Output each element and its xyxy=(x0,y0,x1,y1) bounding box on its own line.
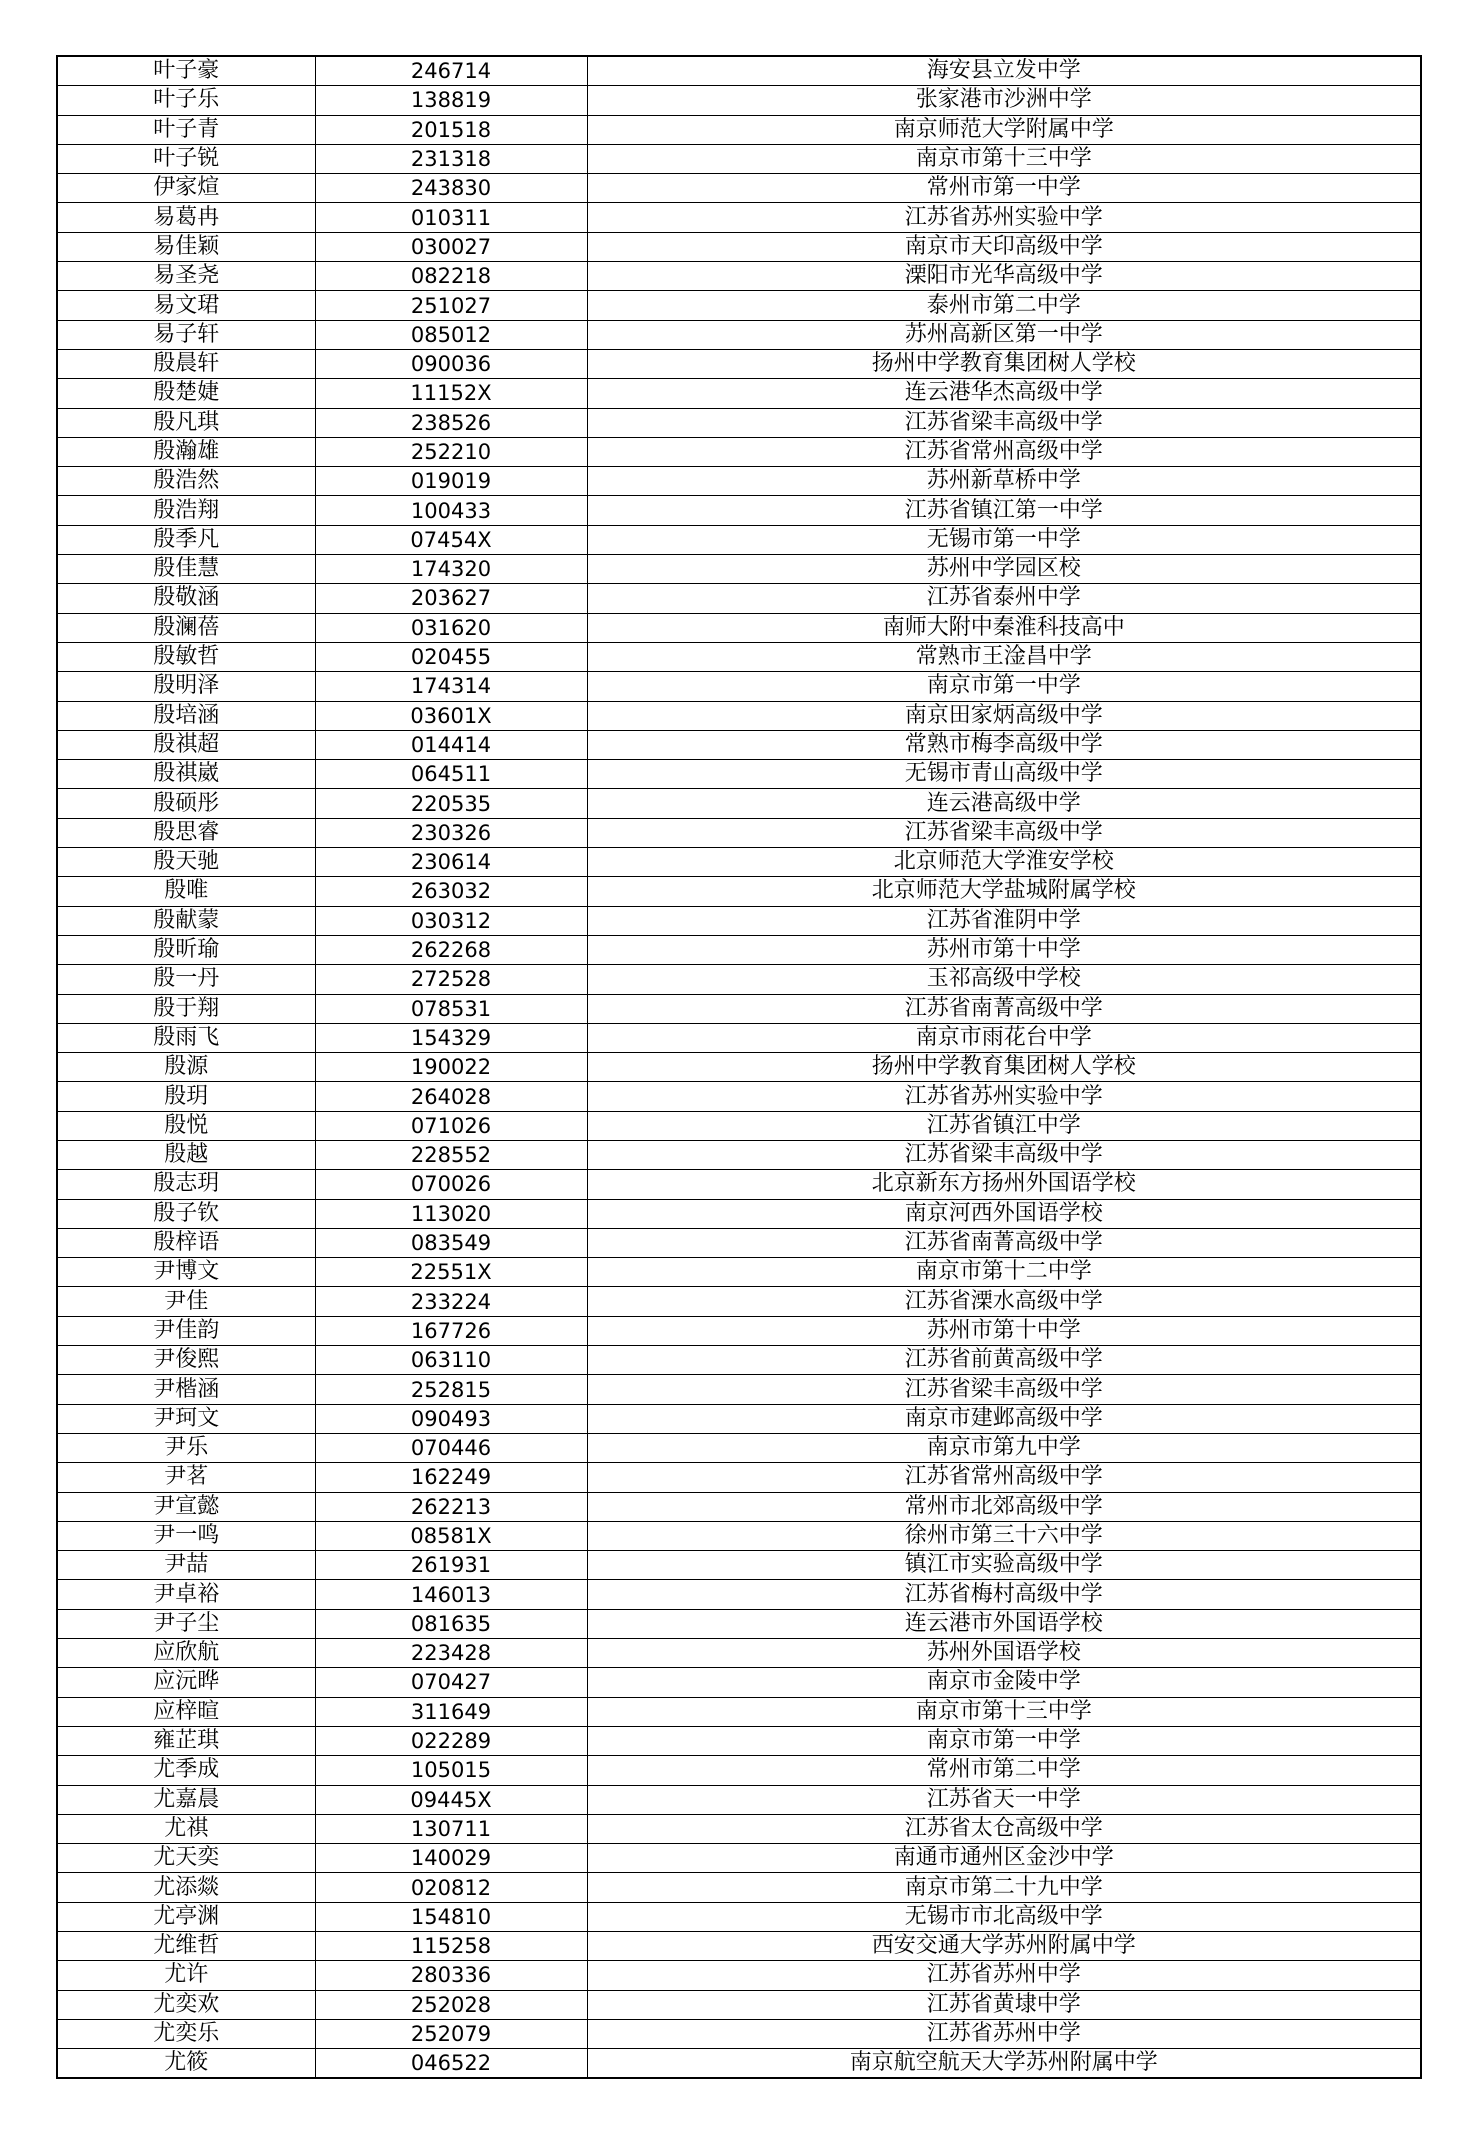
student-id-cell: 272528 xyxy=(315,965,587,994)
table-row xyxy=(57,1111,1421,1140)
student-id-cell: 238526 xyxy=(315,408,587,437)
school-name-cell: 张家港市沙洲中学 xyxy=(587,86,1421,115)
student-name-cell: 尹乐 xyxy=(57,1433,315,1462)
school-name-cell: 南京市第十二中学 xyxy=(587,1258,1421,1287)
table-row xyxy=(57,1492,1421,1521)
student-name-cell: 叶子青 xyxy=(57,115,315,144)
school-name-cell: 镇江市实验高级中学 xyxy=(587,1551,1421,1580)
student-id-cell: 230326 xyxy=(315,818,587,847)
table-row xyxy=(57,1639,1421,1668)
student-id-cell: 233224 xyxy=(315,1287,587,1316)
student-id-cell: 252028 xyxy=(315,1990,587,2019)
student-name-cell: 尤维哲 xyxy=(57,1932,315,1961)
school-name-cell: 南京田家炳高级中学 xyxy=(587,701,1421,730)
student-id-cell: 07454X xyxy=(315,525,587,554)
table-row xyxy=(57,1609,1421,1638)
school-name-cell: 江苏省常州高级中学 xyxy=(587,437,1421,466)
school-name-cell: 北京师范大学盐城附属学校 xyxy=(587,877,1421,906)
table-row xyxy=(57,1404,1421,1433)
school-name-cell: 江苏省苏州中学 xyxy=(587,1961,1421,1990)
student-name-cell: 尤天奕 xyxy=(57,1844,315,1873)
student-name-cell: 殷敏哲 xyxy=(57,642,315,671)
table-row xyxy=(57,1844,1421,1873)
student-name-cell: 殷昕瑜 xyxy=(57,935,315,964)
table-row xyxy=(57,379,1421,408)
school-name-cell: 玉祁高级中学校 xyxy=(587,965,1421,994)
student-name-cell: 殷祺超 xyxy=(57,730,315,759)
school-name-cell: 常熟市梅李高级中学 xyxy=(587,730,1421,759)
school-name-cell: 南京市建邺高级中学 xyxy=(587,1404,1421,1433)
student-id-cell: 105015 xyxy=(315,1756,587,1785)
student-id-cell: 246714 xyxy=(315,56,587,86)
table-row xyxy=(57,1551,1421,1580)
school-name-cell: 江苏省天一中学 xyxy=(587,1785,1421,1814)
student-id-cell: 280336 xyxy=(315,1961,587,1990)
school-name-cell: 海安县立发中学 xyxy=(587,56,1421,86)
student-name-cell: 殷澜蓓 xyxy=(57,613,315,642)
student-name-cell: 殷悦 xyxy=(57,1111,315,1140)
roster-table xyxy=(56,55,1422,2079)
school-name-cell: 江苏省梁丰高级中学 xyxy=(587,408,1421,437)
school-name-cell: 北京师范大学淮安学校 xyxy=(587,848,1421,877)
student-id-cell: 243830 xyxy=(315,174,587,203)
school-name-cell: 泰州市第二中学 xyxy=(587,291,1421,320)
student-name-cell: 易子轩 xyxy=(57,320,315,349)
school-name-cell: 南京市第九中学 xyxy=(587,1433,1421,1462)
student-id-cell: 228552 xyxy=(315,1140,587,1169)
table-row xyxy=(57,1082,1421,1111)
school-name-cell: 无锡市市北高级中学 xyxy=(587,1902,1421,1931)
school-name-cell: 扬州中学教育集团树人学校 xyxy=(587,349,1421,378)
table-row xyxy=(57,2019,1421,2048)
student-id-cell: 010311 xyxy=(315,203,587,232)
student-name-cell: 应沅晔 xyxy=(57,1668,315,1697)
table-row xyxy=(57,320,1421,349)
table-row xyxy=(57,1932,1421,1961)
student-name-cell: 尤奕乐 xyxy=(57,2019,315,2048)
student-id-cell: 203627 xyxy=(315,584,587,613)
student-id-cell: 090036 xyxy=(315,349,587,378)
student-id-cell: 09445X xyxy=(315,1785,587,1814)
student-id-cell: 090493 xyxy=(315,1404,587,1433)
school-name-cell: 无锡市青山高级中学 xyxy=(587,760,1421,789)
student-id-cell: 174314 xyxy=(315,672,587,701)
table-row xyxy=(57,1521,1421,1550)
school-name-cell: 西安交通大学苏州附属中学 xyxy=(587,1932,1421,1961)
student-name-cell: 殷凡琪 xyxy=(57,408,315,437)
table-row xyxy=(57,1668,1421,1697)
school-name-cell: 南京市雨花台中学 xyxy=(587,1023,1421,1052)
school-name-cell: 江苏省南菁高级中学 xyxy=(587,994,1421,1023)
table-row xyxy=(57,2049,1421,2079)
table-row xyxy=(57,437,1421,466)
table-row xyxy=(57,1961,1421,1990)
school-name-cell: 南京河西外国语学校 xyxy=(587,1199,1421,1228)
student-name-cell: 尹宣懿 xyxy=(57,1492,315,1521)
student-id-cell: 115258 xyxy=(315,1932,587,1961)
student-id-cell: 085012 xyxy=(315,320,587,349)
student-name-cell: 尹一鸣 xyxy=(57,1521,315,1550)
table-row xyxy=(57,115,1421,144)
table-row xyxy=(57,1697,1421,1726)
table-row xyxy=(57,1053,1421,1082)
student-id-cell: 082218 xyxy=(315,262,587,291)
school-name-cell: 苏州中学园区校 xyxy=(587,555,1421,584)
student-name-cell: 殷梓语 xyxy=(57,1228,315,1257)
school-name-cell: 江苏省南菁高级中学 xyxy=(587,1228,1421,1257)
student-name-cell: 尹楷涵 xyxy=(57,1375,315,1404)
student-id-cell: 03601X xyxy=(315,701,587,730)
table-row xyxy=(57,730,1421,759)
table-row xyxy=(57,408,1421,437)
student-id-cell: 190022 xyxy=(315,1053,587,1082)
student-name-cell: 殷浩然 xyxy=(57,467,315,496)
student-name-cell: 尹佳 xyxy=(57,1287,315,1316)
table-row xyxy=(57,994,1421,1023)
student-name-cell: 殷楚婕 xyxy=(57,379,315,408)
student-name-cell: 殷明泽 xyxy=(57,672,315,701)
table-row xyxy=(57,1756,1421,1785)
school-name-cell: 江苏省太仓高级中学 xyxy=(587,1814,1421,1843)
student-name-cell: 殷志玥 xyxy=(57,1170,315,1199)
table-row xyxy=(57,1726,1421,1755)
school-name-cell: 南通市通州区金沙中学 xyxy=(587,1844,1421,1873)
student-name-cell: 殷玥 xyxy=(57,1082,315,1111)
table-row xyxy=(57,1433,1421,1462)
school-name-cell: 苏州外国语学校 xyxy=(587,1639,1421,1668)
student-name-cell: 尤筱 xyxy=(57,2049,315,2079)
student-id-cell: 030027 xyxy=(315,232,587,261)
student-name-cell: 易佳颖 xyxy=(57,232,315,261)
school-name-cell: 连云港高级中学 xyxy=(587,789,1421,818)
student-name-cell: 殷培涵 xyxy=(57,701,315,730)
student-id-cell: 230614 xyxy=(315,848,587,877)
student-name-cell: 尹珂文 xyxy=(57,1404,315,1433)
table-row xyxy=(57,1990,1421,2019)
student-name-cell: 殷晨轩 xyxy=(57,349,315,378)
student-name-cell: 殷瀚雄 xyxy=(57,437,315,466)
student-id-cell: 11152X xyxy=(315,379,587,408)
table-row xyxy=(57,467,1421,496)
school-name-cell: 江苏省泰州中学 xyxy=(587,584,1421,613)
school-name-cell: 南京师范大学附属中学 xyxy=(587,115,1421,144)
school-name-cell: 江苏省前黄高级中学 xyxy=(587,1346,1421,1375)
student-id-cell: 223428 xyxy=(315,1639,587,1668)
student-name-cell: 殷一丹 xyxy=(57,965,315,994)
school-name-cell: 无锡市第一中学 xyxy=(587,525,1421,554)
student-id-cell: 070427 xyxy=(315,1668,587,1697)
student-id-cell: 08581X xyxy=(315,1521,587,1550)
school-name-cell: 江苏省镇江第一中学 xyxy=(587,496,1421,525)
table-row xyxy=(57,672,1421,701)
roster-sheet xyxy=(56,55,1420,2079)
student-name-cell: 殷佳慧 xyxy=(57,555,315,584)
table-row xyxy=(57,349,1421,378)
table-row xyxy=(57,1140,1421,1169)
student-id-cell: 231318 xyxy=(315,144,587,173)
table-row xyxy=(57,1346,1421,1375)
school-name-cell: 苏州新草桥中学 xyxy=(587,467,1421,496)
student-name-cell: 殷越 xyxy=(57,1140,315,1169)
student-id-cell: 154810 xyxy=(315,1902,587,1931)
student-id-cell: 020812 xyxy=(315,1873,587,1902)
student-name-cell: 叶子锐 xyxy=(57,144,315,173)
student-id-cell: 046522 xyxy=(315,2049,587,2079)
student-name-cell: 应欣航 xyxy=(57,1639,315,1668)
table-row xyxy=(57,1258,1421,1287)
student-id-cell: 154329 xyxy=(315,1023,587,1052)
student-id-cell: 262268 xyxy=(315,935,587,964)
table-row xyxy=(57,1375,1421,1404)
student-id-cell: 070446 xyxy=(315,1433,587,1462)
student-name-cell: 尹喆 xyxy=(57,1551,315,1580)
table-row xyxy=(57,1287,1421,1316)
student-id-cell: 252815 xyxy=(315,1375,587,1404)
school-name-cell: 北京新东方扬州外国语学校 xyxy=(587,1170,1421,1199)
student-name-cell: 尤奕欢 xyxy=(57,1990,315,2019)
student-id-cell: 264028 xyxy=(315,1082,587,1111)
table-row xyxy=(57,1170,1421,1199)
student-id-cell: 020455 xyxy=(315,642,587,671)
student-name-cell: 殷于翔 xyxy=(57,994,315,1023)
student-name-cell: 尤许 xyxy=(57,1961,315,1990)
student-name-cell: 殷祺崴 xyxy=(57,760,315,789)
school-name-cell: 江苏省梁丰高级中学 xyxy=(587,1140,1421,1169)
school-name-cell: 南京市第一中学 xyxy=(587,1726,1421,1755)
student-id-cell: 167726 xyxy=(315,1316,587,1345)
school-name-cell: 南京市金陵中学 xyxy=(587,1668,1421,1697)
school-name-cell: 常州市第二中学 xyxy=(587,1756,1421,1785)
table-row xyxy=(57,56,1421,86)
student-name-cell: 尹佳韵 xyxy=(57,1316,315,1345)
school-name-cell: 南京市第一中学 xyxy=(587,672,1421,701)
school-name-cell: 江苏省梁丰高级中学 xyxy=(587,1375,1421,1404)
student-id-cell: 022289 xyxy=(315,1726,587,1755)
student-id-cell: 064511 xyxy=(315,760,587,789)
student-id-cell: 162249 xyxy=(315,1463,587,1492)
student-id-cell: 140029 xyxy=(315,1844,587,1873)
table-row xyxy=(57,525,1421,554)
student-id-cell: 261931 xyxy=(315,1551,587,1580)
school-name-cell: 江苏省苏州实验中学 xyxy=(587,1082,1421,1111)
student-id-cell: 252079 xyxy=(315,2019,587,2048)
school-name-cell: 溧阳市光华高级中学 xyxy=(587,262,1421,291)
table-row xyxy=(57,1199,1421,1228)
table-row xyxy=(57,906,1421,935)
table-row xyxy=(57,789,1421,818)
table-row xyxy=(57,262,1421,291)
roster-table-body xyxy=(57,56,1421,2078)
table-row xyxy=(57,144,1421,173)
table-row xyxy=(57,818,1421,847)
student-name-cell: 殷思睿 xyxy=(57,818,315,847)
student-id-cell: 014414 xyxy=(315,730,587,759)
table-row xyxy=(57,613,1421,642)
student-name-cell: 尹俊熙 xyxy=(57,1346,315,1375)
school-name-cell: 徐州市第三十六中学 xyxy=(587,1521,1421,1550)
table-row xyxy=(57,935,1421,964)
student-id-cell: 220535 xyxy=(315,789,587,818)
table-row xyxy=(57,1873,1421,1902)
student-name-cell: 伊家煊 xyxy=(57,174,315,203)
student-name-cell: 殷季凡 xyxy=(57,525,315,554)
student-name-cell: 应梓暄 xyxy=(57,1697,315,1726)
school-name-cell: 苏州市第十中学 xyxy=(587,1316,1421,1345)
student-name-cell: 殷雨飞 xyxy=(57,1023,315,1052)
student-name-cell: 尤季成 xyxy=(57,1756,315,1785)
school-name-cell: 江苏省镇江中学 xyxy=(587,1111,1421,1140)
student-name-cell: 殷敬涵 xyxy=(57,584,315,613)
student-name-cell: 殷唯 xyxy=(57,877,315,906)
student-name-cell: 尹博文 xyxy=(57,1258,315,1287)
student-id-cell: 22551X xyxy=(315,1258,587,1287)
school-name-cell: 南京市第十三中学 xyxy=(587,1697,1421,1726)
table-row xyxy=(57,1902,1421,1931)
school-name-cell: 江苏省常州高级中学 xyxy=(587,1463,1421,1492)
student-name-cell: 殷献蒙 xyxy=(57,906,315,935)
student-id-cell: 174320 xyxy=(315,555,587,584)
table-row xyxy=(57,232,1421,261)
student-id-cell: 063110 xyxy=(315,1346,587,1375)
student-id-cell: 070026 xyxy=(315,1170,587,1199)
student-name-cell: 易圣尧 xyxy=(57,262,315,291)
student-id-cell: 263032 xyxy=(315,877,587,906)
student-name-cell: 殷子钦 xyxy=(57,1199,315,1228)
table-row xyxy=(57,203,1421,232)
school-name-cell: 江苏省淮阴中学 xyxy=(587,906,1421,935)
school-name-cell: 江苏省苏州实验中学 xyxy=(587,203,1421,232)
student-name-cell: 尤嘉晨 xyxy=(57,1785,315,1814)
student-name-cell: 尹子尘 xyxy=(57,1609,315,1638)
school-name-cell: 常州市第一中学 xyxy=(587,174,1421,203)
student-id-cell: 081635 xyxy=(315,1609,587,1638)
table-row xyxy=(57,701,1421,730)
table-row xyxy=(57,584,1421,613)
table-row xyxy=(57,642,1421,671)
student-name-cell: 尤祺 xyxy=(57,1814,315,1843)
student-id-cell: 252210 xyxy=(315,437,587,466)
school-name-cell: 江苏省黄埭中学 xyxy=(587,1990,1421,2019)
student-id-cell: 251027 xyxy=(315,291,587,320)
table-row xyxy=(57,1785,1421,1814)
student-name-cell: 尹卓裕 xyxy=(57,1580,315,1609)
student-id-cell: 146013 xyxy=(315,1580,587,1609)
student-id-cell: 083549 xyxy=(315,1228,587,1257)
student-name-cell: 殷浩翔 xyxy=(57,496,315,525)
table-row xyxy=(57,877,1421,906)
school-name-cell: 南京航空航天大学苏州附属中学 xyxy=(587,2049,1421,2079)
table-row xyxy=(57,496,1421,525)
student-id-cell: 201518 xyxy=(315,115,587,144)
student-name-cell: 殷天驰 xyxy=(57,848,315,877)
school-name-cell: 扬州中学教育集团树人学校 xyxy=(587,1053,1421,1082)
student-name-cell: 叶子豪 xyxy=(57,56,315,86)
school-name-cell: 常熟市王淦昌中学 xyxy=(587,642,1421,671)
table-row xyxy=(57,760,1421,789)
school-name-cell: 苏州高新区第一中学 xyxy=(587,320,1421,349)
table-row xyxy=(57,1316,1421,1345)
table-row xyxy=(57,1023,1421,1052)
student-name-cell: 殷硕彤 xyxy=(57,789,315,818)
school-name-cell: 苏州市第十中学 xyxy=(587,935,1421,964)
student-id-cell: 030312 xyxy=(315,906,587,935)
student-id-cell: 019019 xyxy=(315,467,587,496)
school-name-cell: 南京市第二十九中学 xyxy=(587,1873,1421,1902)
table-row xyxy=(57,1228,1421,1257)
student-id-cell: 031620 xyxy=(315,613,587,642)
table-row xyxy=(57,291,1421,320)
student-id-cell: 113020 xyxy=(315,1199,587,1228)
student-name-cell: 尹茗 xyxy=(57,1463,315,1492)
table-row xyxy=(57,174,1421,203)
student-id-cell: 311649 xyxy=(315,1697,587,1726)
table-row xyxy=(57,848,1421,877)
school-name-cell: 连云港华杰高级中学 xyxy=(587,379,1421,408)
student-name-cell: 殷源 xyxy=(57,1053,315,1082)
table-row xyxy=(57,1814,1421,1843)
school-name-cell: 连云港市外国语学校 xyxy=(587,1609,1421,1638)
student-name-cell: 尤亭渊 xyxy=(57,1902,315,1931)
table-row xyxy=(57,1463,1421,1492)
student-id-cell: 078531 xyxy=(315,994,587,1023)
school-name-cell: 南京市天印高级中学 xyxy=(587,232,1421,261)
table-row xyxy=(57,86,1421,115)
student-name-cell: 雍芷琪 xyxy=(57,1726,315,1755)
school-name-cell: 江苏省梁丰高级中学 xyxy=(587,818,1421,847)
school-name-cell: 南师大附中秦淮科技高中 xyxy=(587,613,1421,642)
student-name-cell: 易文珺 xyxy=(57,291,315,320)
school-name-cell: 南京市第十三中学 xyxy=(587,144,1421,173)
table-row xyxy=(57,965,1421,994)
student-name-cell: 叶子乐 xyxy=(57,86,315,115)
school-name-cell: 江苏省苏州中学 xyxy=(587,2019,1421,2048)
school-name-cell: 江苏省溧水高级中学 xyxy=(587,1287,1421,1316)
school-name-cell: 常州市北郊高级中学 xyxy=(587,1492,1421,1521)
student-id-cell: 071026 xyxy=(315,1111,587,1140)
student-id-cell: 130711 xyxy=(315,1814,587,1843)
student-id-cell: 138819 xyxy=(315,86,587,115)
student-name-cell: 尤添燚 xyxy=(57,1873,315,1902)
table-row xyxy=(57,555,1421,584)
student-id-cell: 262213 xyxy=(315,1492,587,1521)
school-name-cell: 江苏省梅村高级中学 xyxy=(587,1580,1421,1609)
student-id-cell: 100433 xyxy=(315,496,587,525)
student-name-cell: 易葛冉 xyxy=(57,203,315,232)
table-row xyxy=(57,1580,1421,1609)
